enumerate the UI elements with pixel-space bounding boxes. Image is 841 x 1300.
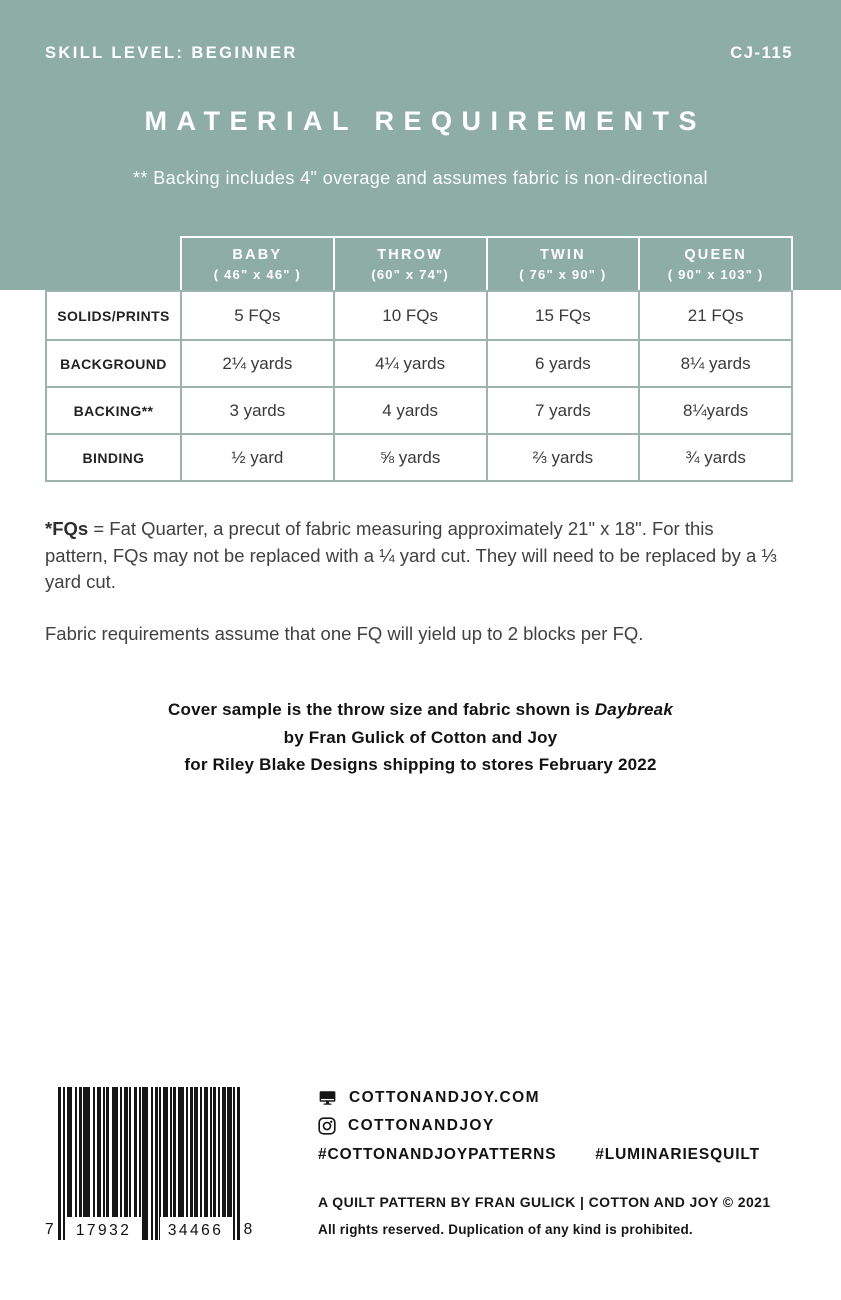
backing-note: ** Backing includes 4" overage and assumes fabric is non-directional (133, 168, 708, 188)
hashtag-quilt: #LUMINARIESQUILT (595, 1146, 760, 1163)
table-cell: ⅔ yards (486, 435, 639, 480)
table-cell: 5 FQs (234, 305, 281, 325)
instagram-handle: COTTONANDJOY (348, 1117, 495, 1134)
website-line (318, 1089, 540, 1107)
table-cell: 4 yards (333, 388, 486, 433)
column-size: ( 46" x 46" ) (213, 266, 301, 282)
barcode-digits-group2: 34466 (160, 1217, 232, 1240)
cover-line2: by Fran Gulick of Cotton and Joy (283, 727, 558, 747)
column-name: TWIN (539, 246, 586, 263)
column-size: ( 90" x 103" ) (667, 266, 764, 282)
row-label: BINDING (47, 435, 182, 480)
table-cell: 15 FQs (486, 292, 639, 339)
column-header-throw (333, 238, 486, 290)
cover-line1 (0, 696, 841, 724)
column-name: QUEEN (684, 246, 747, 263)
cover-line3: for Riley Blake Designs shipping to stores February 2022 (184, 755, 657, 774)
table-cell: ¾ yards (638, 435, 791, 480)
pattern-code: CJ-115 (730, 44, 793, 62)
table-cell: 21 FQs (638, 292, 791, 339)
table-body (45, 290, 793, 482)
cover-sample-note (0, 696, 841, 779)
credit-line: A QUILT PATTERN BY FRAN GULICK | COTTON AND JOY © 2021 (318, 1194, 771, 1210)
table-row-binding (47, 433, 791, 480)
table-cell: 3 yards (229, 400, 286, 420)
table-row-solids-prints (47, 292, 791, 339)
table-row-backing (47, 386, 791, 433)
fq-bold: *FQs (45, 518, 89, 539)
column-header-queen (638, 238, 791, 290)
upc-barcode (45, 1087, 252, 1240)
page-title: MATERIAL REQUIREMENTS (144, 106, 706, 136)
cover-line1-prefix: Cover sample is the throw size and fabric shown is (168, 700, 595, 719)
fq-definition-note (45, 516, 797, 596)
row-label: BACKING** (47, 388, 182, 433)
column-size: ( 76" x 90" ) (519, 266, 607, 282)
table-row-background (47, 339, 791, 386)
barcode-digit-right: 8 (243, 1220, 253, 1238)
fabric-requirements-note: Fabric requirements assume that one FQ will yield up to 2 blocks per FQ. (45, 623, 644, 644)
table-cell: 2¼ yards (222, 353, 293, 373)
table-cell: ½ yard (231, 447, 284, 467)
barcode-digits-group1: 17932 (67, 1217, 141, 1240)
row-label: BACKGROUND (47, 341, 182, 386)
instagram-line (318, 1117, 495, 1135)
row-label: SOLIDS/PRINTS (47, 292, 182, 339)
table-header-row (180, 236, 793, 290)
fq-note-line1 (45, 516, 797, 543)
rights-line: All rights reserved. Duplication of any kind is prohibited. (318, 1222, 693, 1237)
website-text: COTTONANDJOY.COM (349, 1089, 540, 1106)
table-cell: 8¼yards (638, 388, 791, 433)
barcode-digit-left: 7 (45, 1220, 54, 1238)
instagram-icon (318, 1117, 336, 1135)
column-header-baby (182, 238, 333, 290)
table-cell: ⅝ yards (333, 435, 486, 480)
fq-note-line3: yard cut. (45, 571, 116, 592)
skill-level-label: SKILL LEVEL: BEGINNER (45, 44, 298, 62)
table-cell: 8¼ yards (638, 341, 791, 386)
hashtag-patterns: #COTTONANDJOYPATTERNS (318, 1146, 557, 1163)
column-header-twin (486, 238, 639, 290)
column-name: THROW (377, 246, 443, 263)
table-cell: 6 yards (486, 341, 639, 386)
column-name: BABY (232, 246, 283, 263)
monitor-icon (318, 1089, 337, 1107)
fq-note-line2: pattern, FQs may not be replaced with a ¼ yard cut. They will need to be replaced by a ⅓ (45, 544, 777, 566)
table-cell: 4¼ yards (333, 341, 486, 386)
barcode-bars (58, 1087, 240, 1240)
hashtags-row (318, 1146, 760, 1164)
fabric-name-italic: Daybreak (594, 700, 673, 719)
table-cell: 7 yards (486, 388, 639, 433)
fq-line1-rest: = Fat Quarter, a precut of fabric measuring approximately 21" x 18". For this (88, 518, 714, 539)
column-size: (60" x 74") (371, 266, 449, 282)
materials-table (45, 236, 793, 482)
table-cell: 10 FQs (333, 292, 486, 339)
